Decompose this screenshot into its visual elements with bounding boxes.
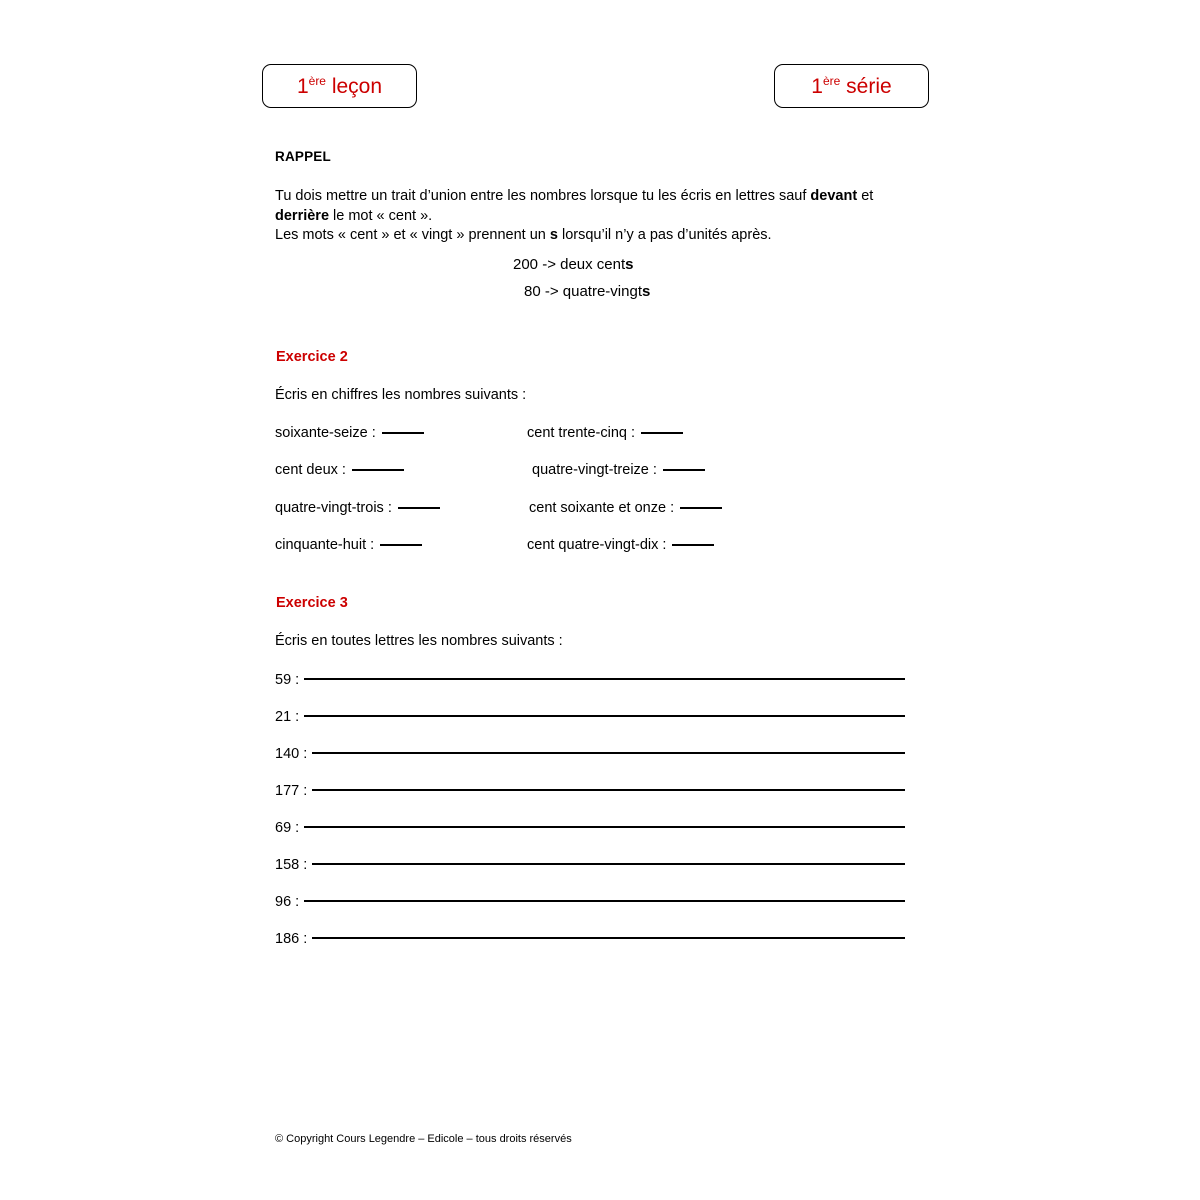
exercise-3-row-label: 69 : [275,820,300,836]
rappel-line2-part1: Les mots « cent » et « vingt » prennent un [275,227,550,243]
exercise-2-answer-blank[interactable] [680,507,722,509]
exercise-2-item-label: cent trente-cinq : [527,425,635,441]
rappel-example-200 [513,256,634,273]
rappel-example-80-text: 80 -> quatre-vingt [524,283,642,300]
rappel-line1-bold-derriere: derrière [275,207,330,224]
exercise-3-answer-line[interactable] [312,863,905,865]
series-ordinal-suffix: ère [822,73,841,88]
exercise-3-answer-line[interactable] [304,826,905,828]
exercise-2-item [275,537,422,553]
lesson-number-badge-label [296,73,383,98]
exercise-3-row [275,783,905,820]
exercise-2-item-label: cent deux : [275,462,346,478]
exercise-2-answer-blank[interactable] [663,469,705,471]
exercise-2-item [275,500,440,516]
exercise-3-answer-line[interactable] [304,900,905,902]
footer-copyright: © Copyright Cours Legendre – Edicole – tous droits réservés [275,1133,572,1145]
exercise-2-item [527,537,714,553]
exercise-3-row [275,672,905,709]
exercise-3-row-label: 158 : [275,857,308,873]
exercise-2-item-label: quatre-vingt-treize : [532,462,657,478]
exercise-2-item [527,425,683,441]
rappel-line1-part2: et [857,188,874,204]
exercise-3-row-label: 96 : [275,894,300,910]
exercise-2-instruction: Écris en chiffres les nombres suivants : [275,387,527,403]
exercise-2-answer-blank[interactable] [380,544,422,546]
rappel-line2-bold-s: s [549,227,558,243]
lesson-number-badge [262,64,417,108]
exercise-2-answer-blank[interactable] [398,507,440,509]
rappel-example-80 [524,283,650,300]
rappel-line1-part1: Tu dois mettre un trait d’union entre les nombres lorsque tu les écris en lettres sauf [275,188,811,204]
rappel-body [275,187,930,246]
rappel-heading: RAPPEL [275,149,331,164]
exercise-2-heading: Exercice 2 [276,349,348,365]
exercise-2-item [275,425,424,441]
exercise-3-row-label: 186 : [275,931,308,947]
exercise-3-row-label: 140 : [275,746,308,762]
series-number-badge [774,64,929,108]
rappel-example-200-text: 200 -> deux cent [513,256,626,273]
rappel-example-80-bold-s: s [642,283,651,300]
exercise-2-item-label: cent quatre-vingt-dix : [527,537,667,553]
exercise-3-row [275,746,905,783]
header-badge-row [262,64,942,110]
exercise-2-item [529,500,722,516]
exercise-3-row-label: 59 : [275,672,300,688]
exercise-3-row [275,820,905,857]
exercise-3-answer-line[interactable] [312,752,905,754]
exercise-2-item [275,462,404,478]
exercise-3-answer-line[interactable] [312,789,905,791]
exercise-2-item-label: cent soixante et onze : [529,500,675,516]
exercise-2-item-label: cinquante-huit : [275,537,375,553]
exercise-2-item-label: soixante-seize : [275,425,376,441]
exercise-2-answer-blank[interactable] [641,432,683,434]
exercise-3-answer-line[interactable] [304,715,905,717]
rappel-line2-part2: lorsqu’il n’y a pas d’unités après. [557,227,772,243]
exercise-3-answer-line[interactable] [312,937,905,939]
exercise-3-row [275,709,905,746]
rappel-example-200-bold-s: s [625,256,634,273]
rappel-line1-part3: le mot « cent ». [329,207,433,224]
rappel-line1-bold-devant: devant [810,188,858,204]
exercise-2-item-label: quatre-vingt-trois : [275,500,392,516]
lesson-ordinal-suffix: ère [308,73,326,88]
series-number-badge-label [811,73,892,98]
series-ordinal: 1 [811,74,823,98]
exercise-3-row [275,931,905,968]
exercise-3-row-label: 21 : [275,709,300,725]
exercise-3-row [275,857,905,894]
exercise-2-answer-blank[interactable] [352,469,404,471]
exercise-3-instruction: Écris en toutes lettres les nombres suivants : [275,633,563,649]
exercise-2-answer-blank[interactable] [672,544,714,546]
exercise-3-heading: Exercice 3 [276,595,348,611]
exercise-2-item-grid [275,425,915,570]
lesson-ordinal: 1 [296,74,309,98]
exercise-3-row [275,894,905,931]
series-word: série [846,74,892,98]
exercise-3-answer-list [275,672,905,968]
exercise-3-answer-line[interactable] [304,678,905,680]
exercise-2-item [532,462,705,478]
exercise-2-answer-blank[interactable] [382,432,424,434]
lesson-word: leçon [331,74,383,98]
exercise-3-row-label: 177 : [275,783,308,799]
